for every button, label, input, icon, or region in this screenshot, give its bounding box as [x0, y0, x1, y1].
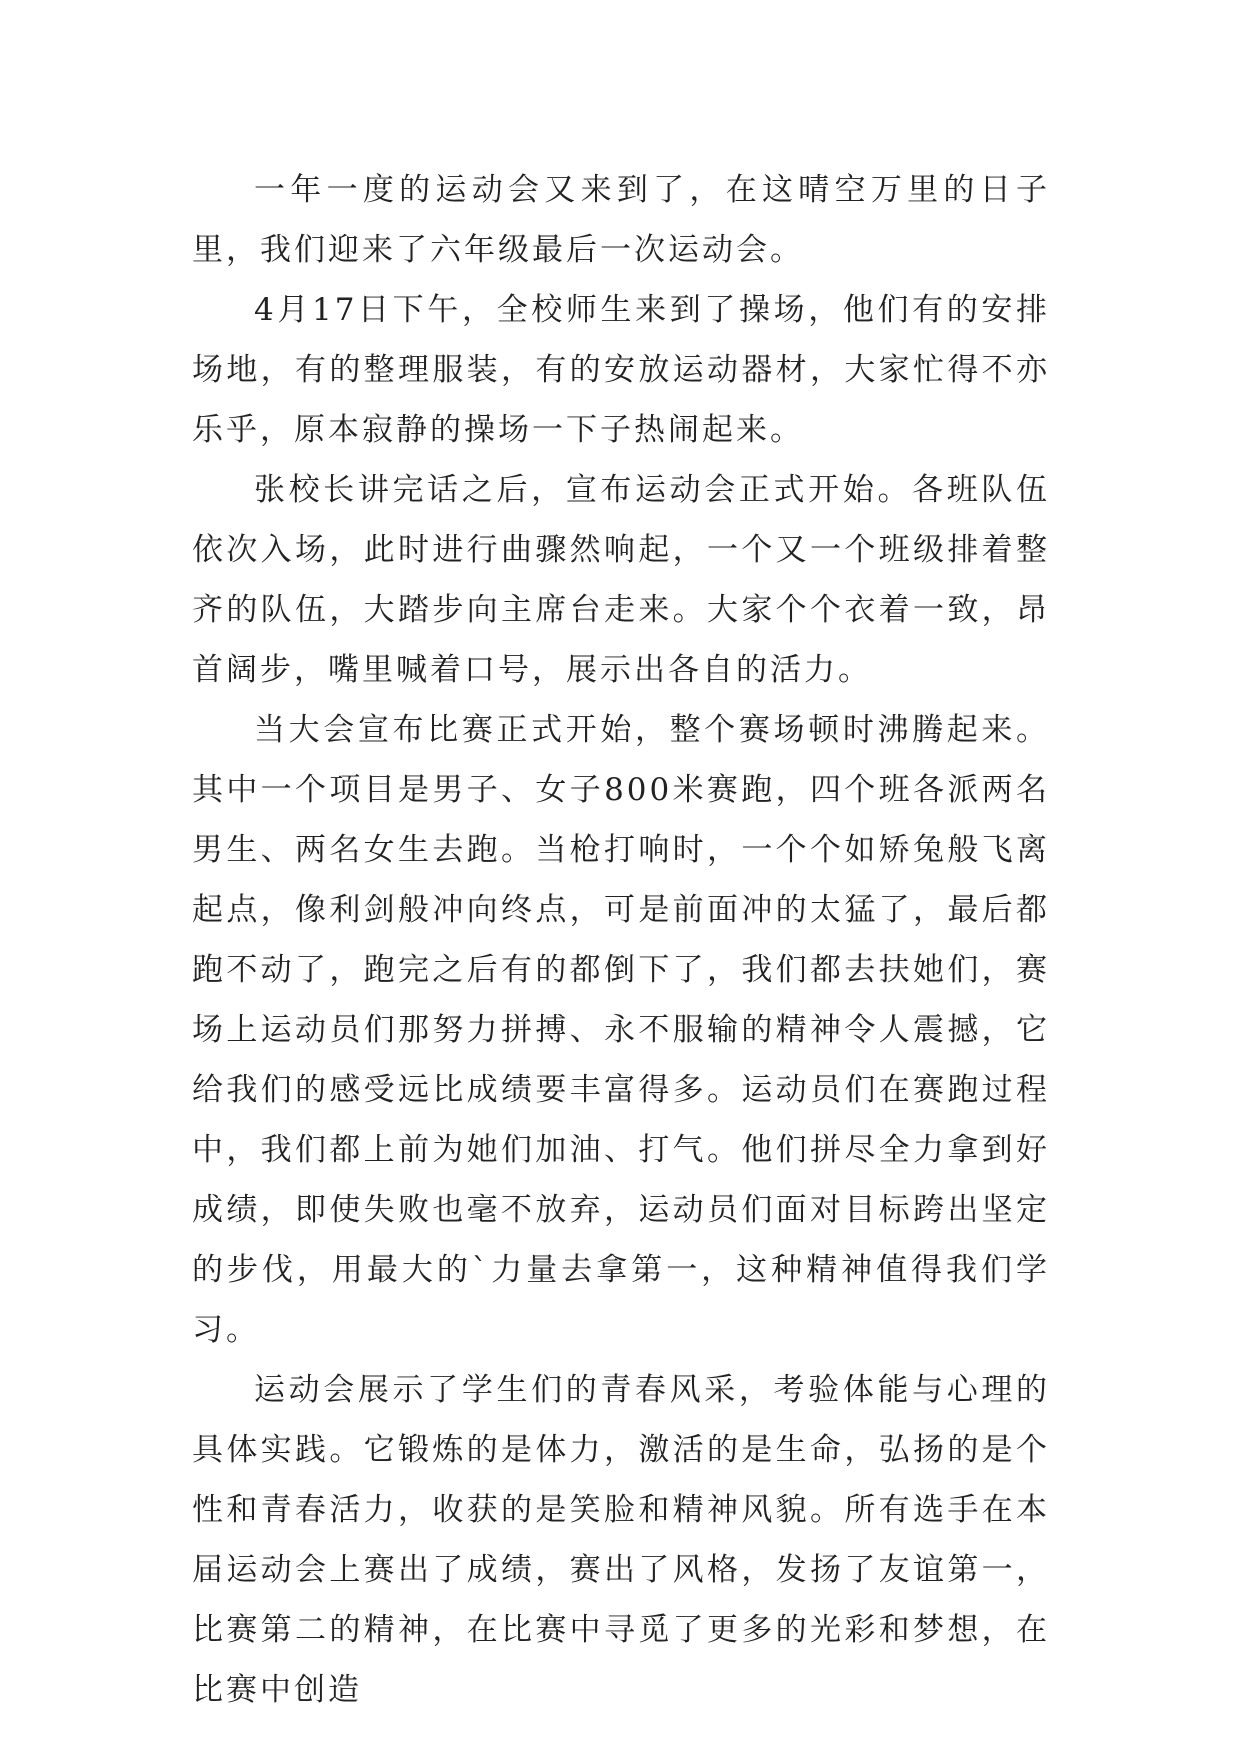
paragraph-5: 运动会展示了学生们的青春风采，考验体能与心理的具体实践。它锻炼的是体力，激活的是生命，弘扬的是个性和青春活力，收获的是笑脸和精神风貌。所有选手在本届运动会上赛出了成绩，赛出了风格，发扬了友谊第一，比赛第二的精神，在比赛中寻觅了更多的光彩和梦想，在比赛中创造 — [192, 1372, 1050, 1708]
paragraph-1: 一年一度的运动会又来到了，在这晴空万里的日子里，我们迎来了六年级最后一次运动会。 — [192, 172, 1050, 268]
paragraph-3: 张校长讲完话之后，宣布运动会正式开始。各班队伍依次入场，此时进行曲骤然响起，一个又一个班级排着整齐的队伍，大踏步向主席台走来。大家个个衣着一致，昂首阔步，嘴里喊着口号，展示出各自的活力。 — [192, 472, 1050, 688]
paragraph-2: 4月17日下午，全校师生来到了操场，他们有的安排场地，有的整理服装，有的安放运动器材，大家忙得不亦乐乎，原本寂静的操场一下子热闹起来。 — [192, 292, 1050, 448]
paragraph-4: 当大会宣布比赛正式开始，整个赛场顿时沸腾起来。其中一个项目是男子、女子800米赛跑，四个班各派两名男生、两名女生去跑。当枪打响时，一个个如矫兔般飞离起点，像利剑般冲向终点，可是前面冲的太猛了，最后都跑不动了，跑完之后有的都倒下了，我们都去扶她们，赛场上运动员们那努力拼搏、永不服输的精神令人震撼，它给我们的感受远比成绩要丰富得多。运动员们在赛跑过程中，我们都上前为她们加油、打气。他们拼尽全力拿到好成绩，即使失败也毫不放弃，运动员们面对目标跨出坚定的步伐，用最大的`力量去拿第一，这种精神值得我们学习。 — [192, 712, 1050, 1348]
body-text — [192, 160, 1050, 1720]
